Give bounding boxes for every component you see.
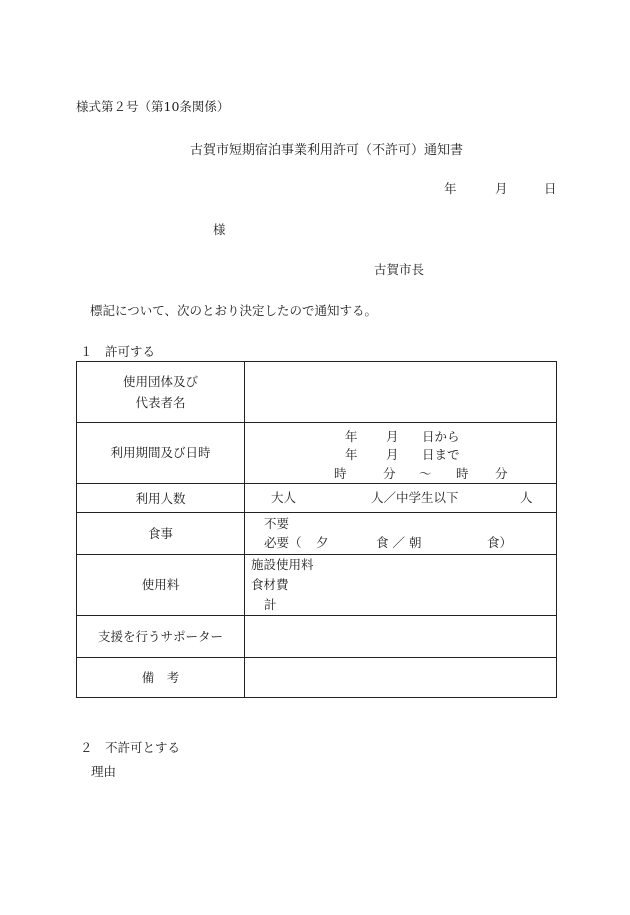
people-label: 利用人数: [77, 484, 245, 513]
form-number-label: 様式第２号（第10条関係）: [76, 99, 230, 114]
remarks-value-cell: [245, 657, 557, 697]
supporter-label: 支援を行うサポーター: [77, 616, 245, 657]
table-row-meals: [77, 513, 557, 554]
date-year-label: 年: [444, 181, 457, 196]
date-day-label: 日: [544, 181, 557, 196]
supporter-value-cell: [245, 616, 557, 657]
group-value-cell: [245, 362, 557, 423]
meals-dinner-unit-breakfast: 食 ／ 朝: [376, 535, 422, 551]
period-from-year: 年: [345, 428, 358, 444]
table-row-people: [77, 484, 557, 513]
people-children-unit: 人: [520, 490, 533, 506]
period-from-day: 日から: [422, 428, 460, 444]
table-row-period: [77, 422, 557, 484]
meals-label: 食事: [77, 513, 245, 554]
sender-name: 古賀市長: [374, 262, 425, 277]
table-row-supporter: [77, 616, 557, 657]
permit-details-table: [76, 361, 557, 698]
period-label: 利用期間及び日時: [77, 422, 245, 484]
period-to-month: 月: [386, 446, 399, 462]
section2-heading: ２ 不許可とする: [80, 740, 181, 755]
people-separator: 人／中学生以下: [371, 490, 459, 506]
meals-dinner: 夕: [316, 535, 329, 551]
group-label-line2: 代表者名: [135, 394, 186, 410]
period-value-cell: [245, 422, 557, 484]
meals-breakfast-unit: 食）: [487, 535, 513, 551]
meals-not-needed: 不要: [264, 516, 290, 532]
period-to-day: 日まで: [422, 446, 460, 462]
time-minute-start: 分: [383, 465, 396, 481]
fee-food: 食材費: [251, 576, 289, 592]
people-value-cell: [245, 484, 557, 513]
remarks-label: 備 考: [77, 657, 245, 697]
document-title: 古賀市短期宿泊事業利用許可（不許可）通知書: [190, 143, 464, 158]
fee-facility: 施設使用料: [251, 556, 314, 572]
people-adults-label: 大人: [271, 490, 297, 506]
time-minute-end: 分: [495, 465, 508, 481]
fee-value-cell: [245, 554, 557, 616]
time-hour-start: 時: [334, 465, 347, 481]
period-to-year: 年: [345, 446, 358, 462]
reason-label: 理由: [91, 764, 117, 779]
time-hour-end: 時: [456, 465, 469, 481]
meals-needed: 必要（: [264, 535, 302, 551]
fee-label: 使用料: [77, 554, 245, 616]
table-row-fee: [77, 554, 557, 616]
date-month-label: 月: [495, 181, 508, 196]
meals-value-cell: [245, 513, 557, 554]
fee-total: 計: [264, 596, 277, 612]
addressee-suffix: 様: [213, 222, 226, 237]
table-row-group: [77, 362, 557, 423]
time-range-tilde: ～: [419, 465, 432, 481]
period-from-month: 月: [386, 428, 399, 444]
section1-heading: １ 許可する: [80, 344, 156, 359]
table-row-remarks: [77, 657, 557, 697]
group-label-line1: 使用団体及び: [122, 373, 198, 389]
group-label: [77, 362, 245, 423]
body-text: 標記について、次のとおり決定したので通知する。: [90, 303, 378, 318]
